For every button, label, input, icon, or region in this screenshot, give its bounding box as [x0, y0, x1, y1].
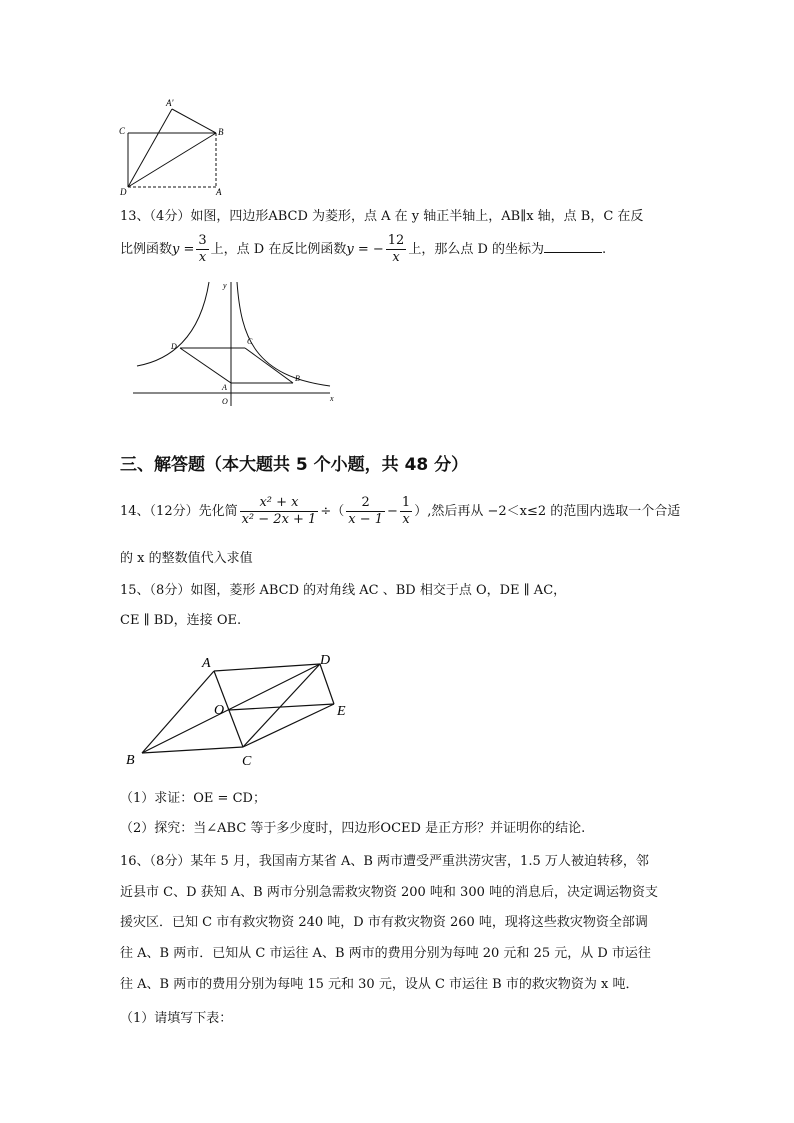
- q16-line1: 16、（8分）某年 5 月，我国南方某省 A、B 两市遭受严重洪涝灾害，1.5 万人被迫转移，邻: [120, 854, 649, 869]
- q14-prefix: 14、（12分）先化简: [120, 504, 238, 519]
- q14-div: ÷（: [320, 504, 345, 519]
- label-x: x: [330, 394, 334, 403]
- label-y: y: [223, 281, 227, 290]
- segment-ce: [243, 704, 334, 747]
- q14-fraction-3: $\frac{1}{x}$: [401, 495, 411, 527]
- side-cb: [245, 348, 293, 383]
- curve-right-hyperbola: [237, 282, 330, 386]
- q13-text-2a: 比例函数: [120, 242, 173, 257]
- q13-fraction-2: $\frac{12}{x}$: [387, 233, 405, 265]
- segment-de: [320, 664, 334, 704]
- fold-d-aprime: [128, 109, 172, 187]
- q14-fraction-2: $\frac{2}{x - 1}$: [348, 495, 383, 527]
- side-da: [180, 348, 231, 383]
- q15-part1: （1）求证：OE = CD；: [120, 791, 266, 806]
- q14-suffix: ）,然后再从 −2＜x≤2 的范围内选取一个合适: [414, 504, 681, 519]
- diagonal-bd: [142, 664, 320, 753]
- label-b: B: [218, 127, 224, 137]
- q15-line1: 15、（8分）如图，菱形 ABCD 的对角线 AC 、BD 相交于点 O，DE ∥ AC，: [120, 583, 567, 598]
- q16-part1: （1）请填写下表：: [120, 1011, 233, 1026]
- figure-rhombus-oced: [120, 650, 360, 770]
- label-a: A: [216, 187, 222, 197]
- q14-minus: −: [387, 504, 398, 519]
- label-d: D: [120, 187, 127, 197]
- side-bc: [142, 747, 243, 753]
- q15-part2: （2）探究：当∠ABC 等于多少度时，四边形OCED 是正方形？并证明你的结论.: [120, 821, 586, 836]
- q15-line2: CE ∥ BD，连接 OE.: [120, 613, 242, 628]
- q16-line3: 援灾区．已知 C 市有救灾物资 240 吨，D 市有救灾物资 260 吨，现将这些救灾物资全部调: [120, 915, 648, 930]
- q14-line1: [120, 494, 680, 530]
- section-3-heading: 三、解答题（本大题共 5 个小题，共 48 分）: [120, 455, 469, 475]
- q13-y-eq2: y = −: [346, 242, 384, 257]
- label-c: C: [242, 754, 252, 769]
- q13-text-2b: 上，点 D 在反比例函数: [210, 242, 347, 257]
- side-ab: [142, 671, 214, 753]
- q13-text-1: 13、（4分）如图，四边形ABCD 为菱形，点 A 在 y 轴正半轴上，AB∥x 轴，点 B，C 在反: [120, 209, 644, 224]
- q16-line5: 往 A、B 两市的费用分别为每吨 15 元和 30 元，设从 C 市运往 B 市的救灾物资为 x 吨．: [120, 977, 639, 992]
- q13-end: .: [602, 242, 607, 257]
- q16-line2: 近县市 C、D 获知 A、B 两市分别急需救灾物资 200 吨和 300 吨的消息后，决定调运物资支: [120, 885, 658, 900]
- q13-line2: [120, 232, 606, 268]
- q14-fraction-1: $\frac{\text{x² + x}}{\text{x² − 2x + 1}}$: [241, 495, 317, 527]
- side-ad: [214, 664, 320, 671]
- q13-fraction-1: $\frac{3}{x}$: [198, 233, 207, 265]
- q13-answer-blank: [544, 240, 602, 253]
- label-c: C: [247, 337, 253, 346]
- label-c: C: [119, 126, 126, 136]
- q13-line1: [120, 208, 643, 226]
- label-a-prime: A': [166, 98, 174, 108]
- label-a: A: [202, 656, 211, 671]
- label-b: B: [126, 753, 135, 768]
- label-o: O: [222, 397, 228, 406]
- q16-line4: 往 A、B 两市．已知从 C 市运往 A、B 两市的费用分别为每吨 20 元和 25 元，从 D 市运往: [120, 946, 651, 961]
- q13-y-eq: y =: [172, 242, 195, 257]
- label-e: E: [337, 704, 346, 719]
- label-d: D: [320, 653, 331, 668]
- figure-hyperbola-rhombus: [125, 278, 340, 408]
- fold-aprime-b: [172, 109, 216, 133]
- label-a: A: [222, 383, 227, 392]
- q14-line2: 的 x 的整数值代入求值: [120, 551, 253, 566]
- label-b: B: [295, 374, 300, 383]
- figure-folded-rectangle: [110, 95, 230, 197]
- curve-left-hyperbola: [137, 282, 209, 366]
- diagonal-db: [128, 133, 216, 187]
- q13-text-2c: 上，那么点 D 的坐标为: [408, 242, 545, 257]
- label-d: D: [171, 342, 177, 351]
- label-o: O: [214, 703, 225, 718]
